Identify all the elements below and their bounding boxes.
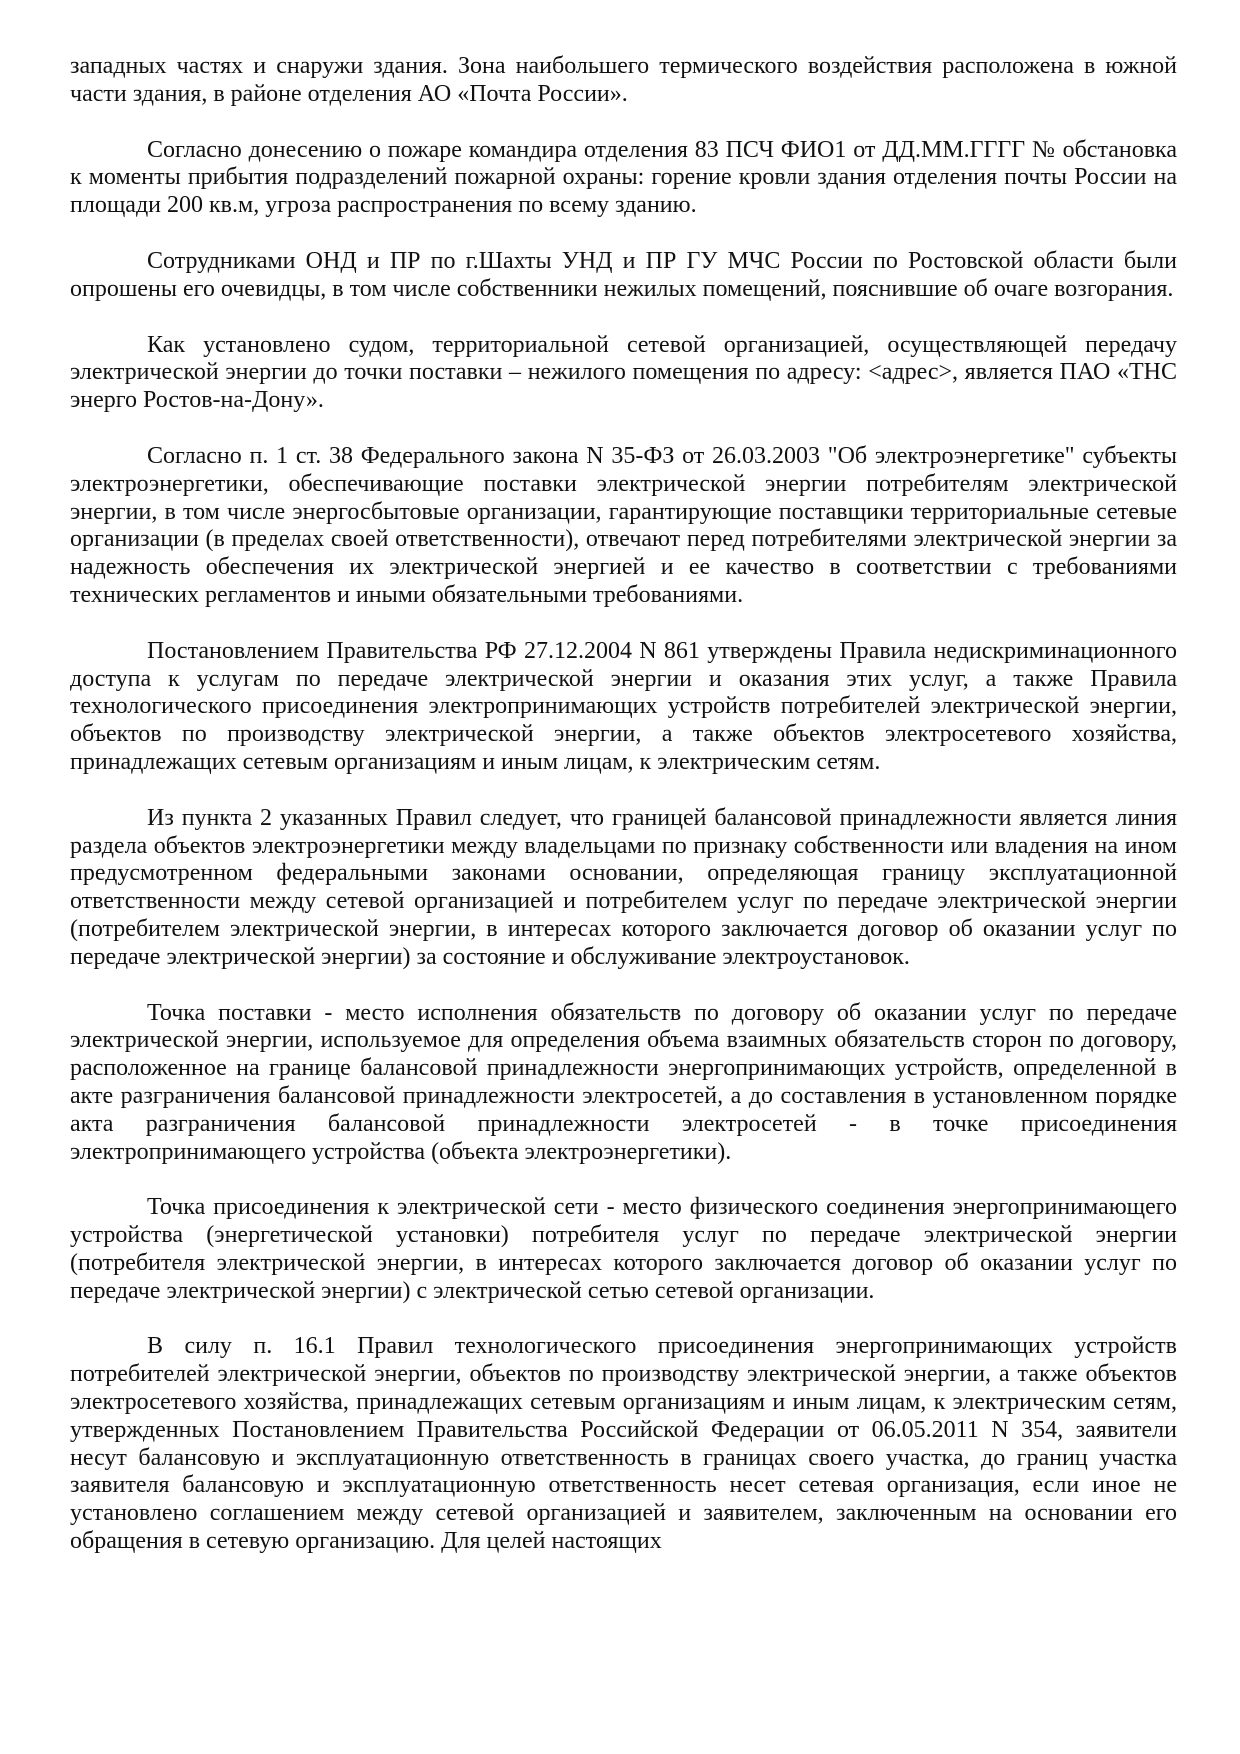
document-page xyxy=(70,53,1177,1556)
paragraph-1: западных частях и снаружи здания. Зона наибольшего термического воздействия расположена в южной части здания, в районе отделения АО «Почта России». xyxy=(70,53,1177,107)
paragraph-7: Из пункта 2 указанных Правил следует, что границей балансовой принадлежности является линия раздела объектов электроэнергетики между владельцами по признаку собственности или владения на ином предусмотренном федеральными законами основании, определяющая границу эксплуатационной ответственности между сетевой организацией и потребителем услуг по передаче электрической энергии (потребителем электрической энергии, в интересах которого заключается договор об оказании услуг по передаче электрической энергии) за состояние и обслуживание электроустановок. xyxy=(70,804,1177,970)
paragraph-3: Сотрудниками ОНД и ПР по г.Шахты УНД и ПР ГУ МЧС России по Ростовской области были опрошены его очевидцы, в том числе собственники нежилых помещений, пояснившие об очаге возгорания. xyxy=(70,247,1177,302)
paragraph-6: Постановлением Правительства РФ 27.12.2004 N 861 утверждены Правила недискриминационного доступа к услугам по передаче электрической энергии и оказания этих услуг, а также Правила технологического присоединения электропринимающих устройств потребителей электрической энергии, объектов по производству электрической энергии, а также объектов электросетевого хозяйства, принадлежащих сетевым организациям и иным лицам, к электрическим сетям. xyxy=(70,637,1177,775)
paragraph-9: Точка присоединения к электрической сети - место физического соединения энергопринимающего устройства (энергетической установки) потребителя услуг по передаче электрической энергии (потребителя электрической энергии, в интересах которого заключается договор об оказании услуг по передаче электрической энергии) с электрической сетью сетевой организации. xyxy=(70,1194,1177,1304)
paragraph-4: Как установлено судом, территориальной сетевой организацией, осуществляющей передачу электрической энергии до точки поставки – нежилого помещения по адресу: <адрес>, является ПАО «ТНС энерго Ростов-на-Дону». xyxy=(70,331,1177,414)
paragraph-2: Согласно донесению о пожаре командира отделения 83 ПСЧ ФИО1 от ДД.ММ.ГГГГ № обстановка к моменты прибытия подразделений пожарной охраны: горение кровли здания отделения почты России на площади 200 кв.м, угроза распространения по всему зданию. xyxy=(70,136,1177,219)
paragraph-5: Согласно п. 1 ст. 38 Федерального закона N 35-ФЗ от 26.03.2003 "Об электроэнергетике" субъекты электроэнергетики, обеспечивающие поставки электрической энергии потребителям электрической энергии, в том числе энергосбытовые организации, гарантирующие поставщики территориальные сетевые организации (в пределах своей ответственности), отвечают перед потребителями электрической энергии за надежность обеспечения их электрической энергией и ее качество в соответствии с требованиями технических регламентов и иными обязательными требованиями. xyxy=(70,442,1177,608)
paragraph-10: В силу п. 16.1 Правил технологического присоединения энергопринимающих устройств потребителей электрической энергии, объектов по производству электрической энергии, а также объектов электросетевого хозяйства, принадлежащих сетевым организациям и иным лицам, к электрическим сетям, утвержденных Постановлением Правительства Российской Федерации от 06.05.2011 N 354, заявители несут балансовую и эксплуатационную ответственность в границах своего участка, до границ участка заявителя балансовую и эксплуатационную ответственность несет сетевая организация, если иное не установлено соглашением между сетевой организацией и заявителем, заключенным на основании его обращения в сетевую организацию. Для целей настоящих xyxy=(70,1333,1177,1555)
paragraph-8: Точка поставки - место исполнения обязательств по договору об оказании услуг по передаче электрической энергии, используемое для определения объема взаимных обязательств сторон по договору, расположенное на границе балансовой принадлежности энергопринимающих устройств, определенной в акте разграничения балансовой принадлежности электросетей, а до составления в установленном порядке акта разграничения балансовой принадлежности электросетей - в точке присоединения электропринимающего устройства (объекта электроэнергетики). xyxy=(70,999,1177,1165)
